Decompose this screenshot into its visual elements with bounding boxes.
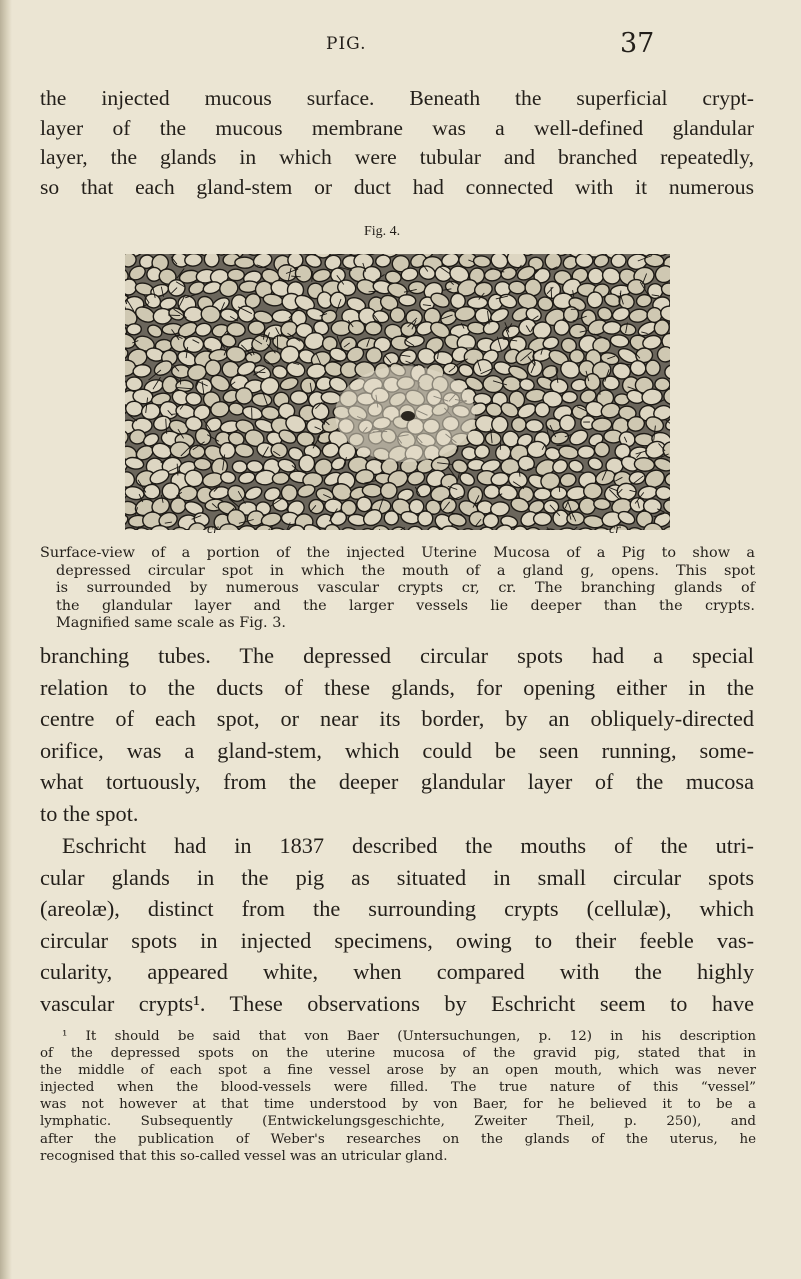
text-line: what tortuously, from the deeper glandular layer of the mucosa: [40, 769, 754, 795]
running-head: [0, 28, 801, 58]
text-line: relation to the ducts of these glands, for opening either in the: [40, 674, 754, 700]
caption-line: Surface-view of a portion of the injected Uterine Mucosa of a Pig to show a: [40, 545, 755, 561]
text-line: layer of the mucous membrane was a well-defined glandular: [40, 115, 754, 140]
figure-engraving: [125, 254, 670, 530]
footnote: [40, 1028, 756, 1165]
figure-label-cr-left: cr: [207, 522, 219, 537]
footnote-line: lymphatic. Subsequently (Entwickelungsgeschichte, Zweiter Theil, p. 250), and: [40, 1114, 756, 1130]
paragraph-middle: [40, 640, 754, 830]
paragraph-eschricht: [40, 830, 754, 1020]
footnote-line: ¹ It should be said that von Baer (Untersuchungen, p. 12) in his description: [62, 1029, 756, 1044]
footnote-line: the middle of each spot a fine vessel arose by an open mouth, which was never: [40, 1063, 756, 1079]
footnote-line: injected when the blood-vessels were filled. The true nature of this “vessel”: [40, 1080, 756, 1096]
text-line: circular spots in injected specimens, owing to their feeble vas-: [40, 927, 754, 953]
paragraph-top: [40, 84, 754, 203]
caption-line: Magnified same scale as Fig. 3.: [56, 615, 286, 632]
footnote-line: recognised that this so-called vessel was an utricular gland.: [40, 1148, 448, 1164]
running-title: PIG.: [326, 34, 367, 54]
footnote-line: of the depressed spots on the uterine mucosa of the gravid pig, stated that in: [40, 1046, 756, 1062]
text-line: vascular crypts¹. These observations by Eschricht seem to have: [40, 990, 754, 1016]
text-line: so that each gland-stem or duct had connected with it numerous: [40, 175, 754, 200]
page-binding-shadow: [0, 0, 12, 1279]
figure-label-cr-right: cr: [609, 522, 621, 537]
text-line: orifice, was a gland-stem, which could be seen running, some-: [40, 737, 754, 763]
gland-mouth: [401, 411, 415, 421]
text-line: to the spot.: [40, 800, 139, 826]
figure-label: Fig. 4.: [364, 224, 401, 239]
text-line: cular glands in the pig as situated in small circular spots: [40, 864, 754, 890]
caption-line: is surrounded by numerous vascular crypts cr, cr. The branching glands of: [56, 580, 755, 597]
text-line: layer, the glands in which were tubular and branched repeatedly,: [40, 145, 754, 170]
page-number: 37: [620, 28, 655, 59]
text-line: cularity, appeared white, when compared with the highly: [40, 959, 754, 985]
text-line: (areolæ), distinct from the surrounding crypts (cellulæ), which: [40, 896, 754, 922]
figure-caption: [40, 545, 755, 633]
uterine-mucosa-engraving: [125, 254, 670, 530]
text-line: Eschricht had in 1837 described the mouths of the utri-: [62, 833, 754, 858]
caption-line: the glandular layer and the larger vessels lie deeper than the crypts.: [56, 597, 755, 614]
caption-line: depressed circular spot in which the mouth of a gland g, opens. This spot: [56, 562, 755, 579]
footnote-line: was not however at that time understood by von Baer, for he believed it to be a: [40, 1097, 756, 1113]
footnote-line: after the publication of Weber's researches on the glands of the uterus, he: [40, 1131, 756, 1147]
text-line: centre of each spot, or near its border, by an obliquely-directed: [40, 706, 754, 732]
text-line: branching tubes. The depressed circular spots had a special: [40, 643, 754, 668]
text-line: the injected mucous surface. Beneath the superficial crypt-: [40, 86, 754, 110]
